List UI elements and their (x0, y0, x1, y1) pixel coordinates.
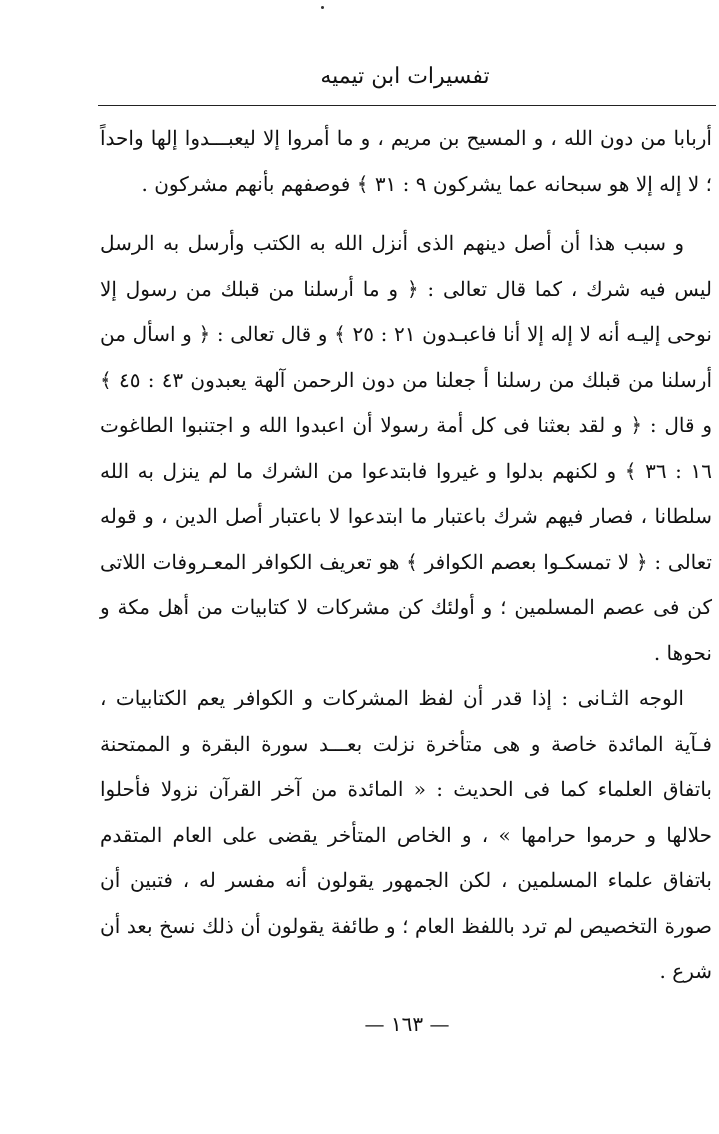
page-number: — ١٦٣ — (364, 1012, 450, 1036)
paragraph-3: الوجه الثـانى : إذا قدر أن لفظ المشركات و الكوافر يعم الكتابيات ، فـآية المائدة خاصة و هى متأخرة نزلت بعـــد سورة البقرة و الممتحنة باتفاق العلماء كما فى الحديث : « المائدة من آخر القرآن نزولا فأحلوا حلالها و حرموا حرامها » ، و الخاص المتأخر يقضى على العام المتقدم باتفاق علماء المسلمين ، لكن الجمهور يقولون أنه مفسر له ، فتبين أن صورة التخصيص لم ترد باللفظ العام ؛ و طائفة يقولون أن ذلك نسخ بعد أن شرع . (100, 686, 712, 983)
paragraph-2: و سبب هذا أن أصل دينهم الذى أنزل الله به الكتب وأرسل به الرسل ليس فيه شرك ، كما قال تعالى : ﴿ و ما أرسلنا من قبلك من رسول إلا نوحى إليـه أنه لا إله إلا أنا فاعبـدون ٢١ : ٢٥ ﴾ و قال تعالى : ﴿ و اسأل من أرسلنا من قبلك من رسلنا أ جعلنا من دون الرحمن آلهة يعبدون ٤٣ : ٤٥ ﴾ و قال : ﴿ و لقد بعثنا فى كل أمة رسولا أن اعبدوا الله و اجتنبوا الطاغوت ١٦ : ٣٦ ﴾ و لكنهم بدلوا و غيروا فابتدعوا من الشرك ما لم ينزل به الله سلطانا ، فصار فيهم شرك باعتبار ما ابتدعوا لا باعتبار أصل الدين ، و قوله تعالى : ﴿ لا تمسكـوا بعصم الكوافر ﴾ هو تعريف الكوافر المعـروفات اللاتى كن فى عصم المسلمين ؛ و أولئك كن مشركات لا كتابيات من أهل مكة و نحوها . (100, 231, 713, 665)
print-speck (321, 6, 324, 9)
header-rule (98, 105, 716, 106)
main-text (100, 116, 712, 995)
running-header: تفسيرات ابن تيميه (320, 64, 490, 89)
paragraph-1: أربابا من دون الله ، و المسيح بن مريم ، و ما أمروا إلا ليعبـــدوا إلها واحداً ؛ لا إله إلا هو سبحانه عما يشركون ٩ : ٣١ ﴾ فوصفهم بأنهم مشركون . (100, 126, 712, 196)
